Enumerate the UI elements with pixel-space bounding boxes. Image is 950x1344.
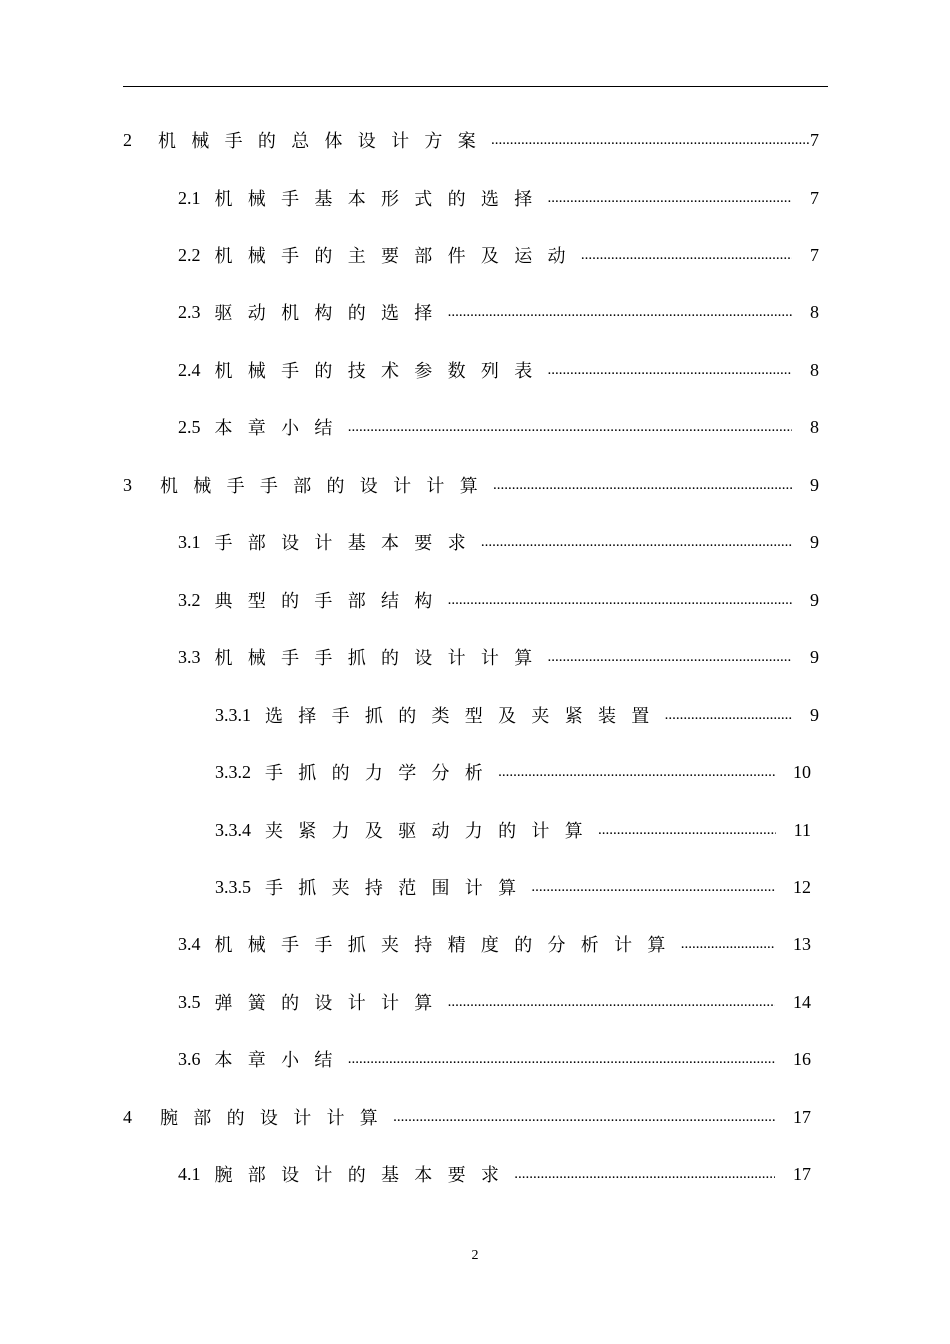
toc-title: 驱动机构的选择: [214, 303, 448, 323]
toc-page: 17: [793, 1163, 811, 1184]
page-number: 2: [471, 1248, 479, 1263]
toc-leader: [493, 476, 792, 494]
toc-title: 手抓夹持范围计算: [265, 878, 532, 898]
toc-page: 9: [810, 704, 819, 725]
toc-number: 4.1: [178, 1163, 201, 1184]
toc-leader: [514, 1165, 775, 1183]
toc-title: 选择手抓的类型及夹紧装置: [265, 706, 665, 726]
toc-number: 2.3: [178, 301, 201, 322]
toc-entry-2-1[interactable]: [178, 184, 819, 212]
toc-page: 10: [793, 761, 811, 782]
toc-leader: [481, 533, 792, 551]
toc-entry-3-4[interactable]: [178, 930, 811, 958]
toc-leader: [448, 303, 792, 321]
toc-page: 12: [793, 876, 811, 897]
toc-leader: [348, 418, 792, 436]
toc-page: 8: [810, 301, 819, 322]
toc-entry-3-3-1[interactable]: [215, 701, 819, 729]
toc-title: 腕部设计的基本要求: [214, 1165, 515, 1185]
toc-title: 本章小结: [214, 1050, 348, 1070]
toc-title: 本章小结: [214, 418, 348, 438]
toc-title: 机械手手抓的设计计算: [214, 648, 548, 668]
toc-page: 9: [810, 589, 819, 610]
toc-leader: [665, 706, 792, 724]
toc-leader: [448, 993, 775, 1011]
toc-page: 8: [810, 416, 819, 437]
toc-number: 3.4: [178, 933, 201, 954]
toc-entry-3-5[interactable]: [178, 988, 811, 1016]
toc-page: 13: [793, 933, 811, 954]
toc-entry-3-6[interactable]: [178, 1045, 811, 1073]
toc-number: 2.5: [178, 416, 201, 437]
toc-page: 17: [793, 1106, 811, 1127]
toc-page: 9: [810, 531, 819, 552]
toc-number: 3.3.1: [215, 704, 251, 725]
toc-entry-3-3-2[interactable]: [215, 758, 811, 786]
toc-title: 手抓的力学分析: [265, 763, 499, 783]
toc-leader: [581, 246, 792, 264]
toc-number: 4: [123, 1106, 132, 1127]
toc-number: 3.2: [178, 589, 201, 610]
toc-leader: [448, 591, 792, 609]
toc-number: 3.5: [178, 991, 201, 1012]
toc-title: 手部设计基本要求: [214, 533, 481, 553]
toc-number: 3.3.2: [215, 761, 251, 782]
toc-leader: [681, 935, 775, 953]
toc-page: 7: [810, 244, 819, 265]
toc-entry-2-5[interactable]: [178, 413, 819, 441]
toc-leader: [491, 131, 810, 149]
toc-title: 机械手手部的设计计算: [160, 476, 493, 496]
toc-entry-4-1[interactable]: [178, 1160, 811, 1188]
toc-leader: [548, 361, 793, 379]
toc-leader: [548, 648, 793, 666]
toc-number: 2.4: [178, 359, 201, 380]
toc-entry-3[interactable]: [123, 471, 819, 499]
toc-entry-3-1[interactable]: [178, 528, 819, 556]
toc-leader: [548, 189, 793, 207]
toc-entry-4[interactable]: [123, 1103, 811, 1131]
toc-entry-2[interactable]: [123, 126, 819, 154]
toc-title: 机械手手抓夹持精度的分析计算: [214, 935, 681, 955]
toc-title: 腕部的设计计算: [160, 1108, 394, 1128]
toc-number: 3.3.4: [215, 819, 251, 840]
toc-title: 典型的手部结构: [214, 591, 448, 611]
toc-page: 8: [810, 359, 819, 380]
toc-title: 机械手的技术参数列表: [214, 361, 548, 381]
toc-page: 16: [793, 1048, 811, 1069]
toc-number: 3.6: [178, 1048, 201, 1069]
toc-entry-3-2[interactable]: [178, 586, 819, 614]
toc-entry-2-4[interactable]: [178, 356, 819, 384]
toc-number: 2: [123, 129, 132, 150]
toc-entry-3-3-4[interactable]: [215, 816, 811, 844]
toc-page: 11: [793, 819, 811, 840]
toc-page: 9: [810, 474, 819, 495]
toc-number: 2.2: [178, 244, 201, 265]
toc-title: 机械手基本形式的选择: [214, 189, 548, 209]
toc-title: 机械手的总体设计方案: [158, 131, 491, 151]
toc-number: 2.1: [178, 187, 201, 208]
toc-title: 夹紧力及驱动力的计算: [265, 821, 598, 841]
toc-title: 弹簧的设计计算: [214, 993, 448, 1013]
header-rule: [123, 86, 828, 87]
toc-leader: [598, 821, 776, 839]
toc-leader: [348, 1050, 775, 1068]
toc-page: 7: [810, 187, 819, 208]
toc-leader: [393, 1108, 775, 1126]
toc-title: 机械手的主要部件及运动: [214, 246, 581, 266]
toc-entry-2-3[interactable]: [178, 298, 819, 326]
toc-leader: [531, 878, 775, 896]
toc-number: 3.1: [178, 531, 201, 552]
toc-number: 3.3: [178, 646, 201, 667]
toc-entry-3-3-5[interactable]: [215, 873, 811, 901]
toc-number: 3: [123, 474, 132, 495]
toc-entry-2-2[interactable]: [178, 241, 819, 269]
toc-page: 9: [810, 646, 819, 667]
toc-page: 14: [793, 991, 811, 1012]
toc-leader: [498, 763, 775, 781]
toc-number: 3.3.5: [215, 876, 251, 897]
toc-page: 7: [810, 129, 819, 150]
toc-entry-3-3[interactable]: [178, 643, 819, 671]
